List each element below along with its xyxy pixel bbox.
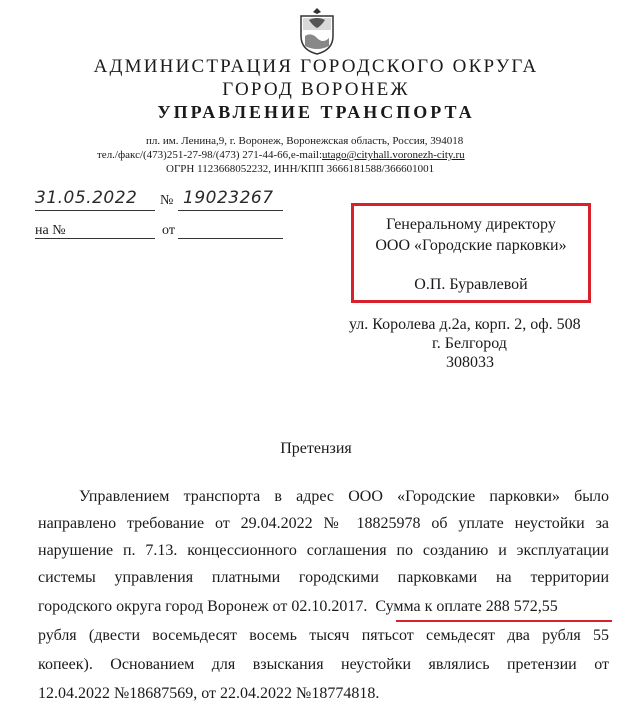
date-underline xyxy=(35,210,155,211)
phone-fax: тел./факс/(473)251-27-98/(473) 271-44-66,e-mail: xyxy=(97,149,323,161)
body-line-6: рубля (двести восемьдесят восемь тысяч пятьсот семьдесят два рубля 55 xyxy=(38,627,609,644)
ref-number-label: на № xyxy=(35,223,66,238)
recipient-line-3: О.П. Буравлевой xyxy=(414,276,528,293)
recipient-line-1: Генеральному директору xyxy=(386,216,556,233)
body-line-3: нарушение п. 7.13. концессионного соглашения по созданию и эксплуатации xyxy=(38,542,609,559)
email-link[interactable]: utago@cityhall.voronezh-city.ru xyxy=(322,149,465,161)
recipient-line-2: ООО «Городские парковки» xyxy=(375,237,567,254)
body-line-2: направлено требование от 29.04.2022 № 18825978 об уплате неустойки за xyxy=(38,515,609,532)
document-title: Претензия xyxy=(280,440,352,457)
number-underline xyxy=(178,210,283,211)
body-line-4: системы управления платными городскими парковками на территории xyxy=(38,569,609,586)
header-line-2: ГОРОД ВОРОНЕЖ xyxy=(222,79,410,100)
address-line-1: пл. им. Ленина,9, г. Воронеж, Воронежская область, Россия, 394018 xyxy=(146,135,464,147)
recipient-address-1: ул. Королева д.2а, корп. 2, оф. 508 xyxy=(349,316,581,333)
body-line-8: 12.04.2022 №18687569, от 22.04.2022 №18774818. xyxy=(38,685,380,702)
body-line-7: копеек). Основанием для взыскания неустойки являлись претензии от xyxy=(38,656,609,673)
from-underline xyxy=(178,238,283,239)
address-line-3: ОГРН 1123668052232, ИНН/КПП 3666181588/366601001 xyxy=(166,163,435,175)
body-line-1: Управлением транспорта в адрес ООО «Городские парковки» было xyxy=(79,488,609,505)
number-label: № xyxy=(160,193,174,208)
body-line-5 xyxy=(38,598,609,616)
outgoing-date: 31.05.2022 xyxy=(35,188,138,208)
recipient-address-3: 308033 xyxy=(446,354,494,371)
outgoing-number: 19023267 xyxy=(183,188,274,208)
address-line-2 xyxy=(97,148,465,162)
header-line-3: УПРАВЛЕНИЕ ТРАНСПОРТА xyxy=(157,102,475,122)
recipient-address-2: г. Белгород xyxy=(432,335,507,352)
amount-red-underline xyxy=(396,620,612,622)
ref-from-label: от xyxy=(162,223,175,238)
ref-underline xyxy=(35,238,155,239)
coat-of-arms-icon xyxy=(297,6,337,56)
body-line-5-text: городского округа город Воронеж от 02.10.2017. xyxy=(38,598,368,615)
header-line-1: АДМИНИСТРАЦИЯ ГОРОДСКОГО ОКРУГА xyxy=(93,56,539,77)
payment-amount: Сумма к оплате 288 572,55 xyxy=(375,598,558,615)
